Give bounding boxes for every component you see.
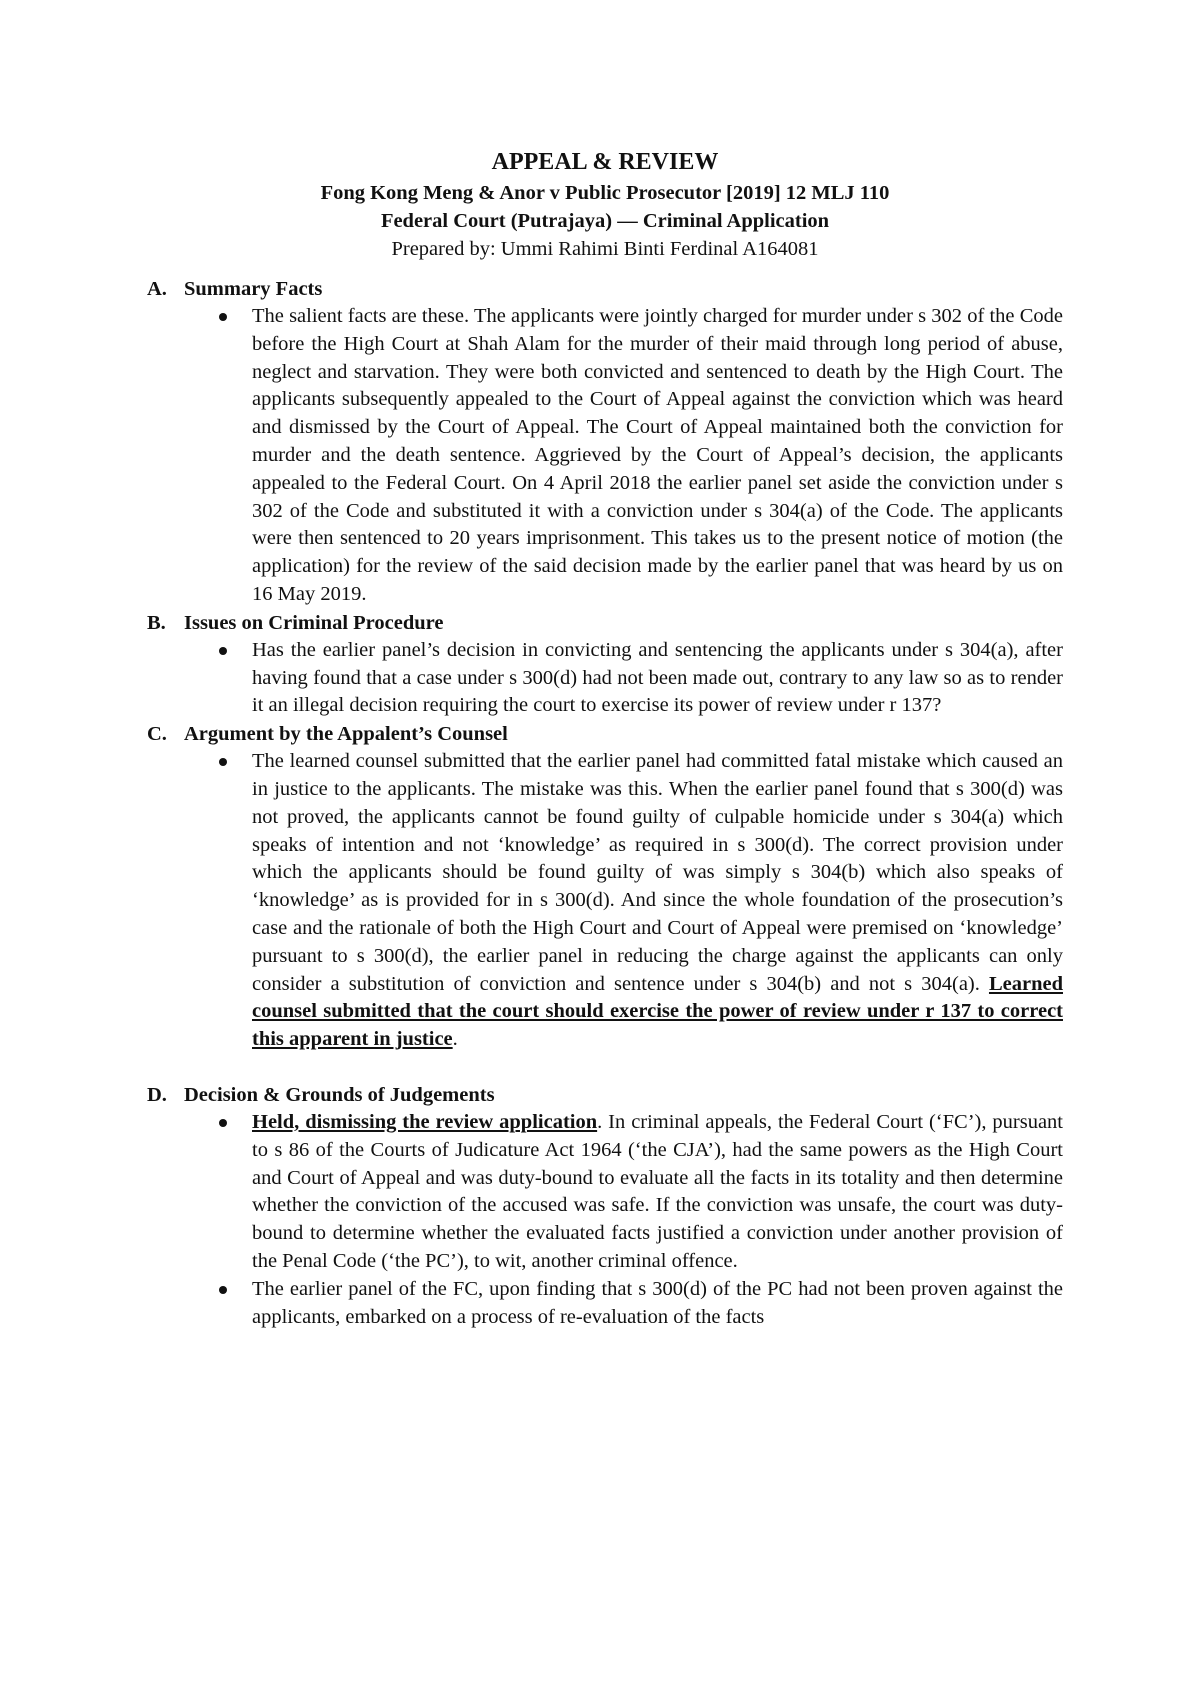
- list-item: [252, 637, 1063, 720]
- court-name: Federal Court (Putrajaya) — Criminal Application: [380, 210, 830, 232]
- section-argument: [147, 720, 1063, 1054]
- bullet-list: [147, 1109, 1063, 1331]
- bullet-icon: [219, 758, 227, 766]
- bullet-text: The earlier panel of the FC, upon finding that s 300(d) of the PC had not been proven against the applicants, embarked on a process of re-evaluation of the facts: [252, 1277, 1063, 1328]
- bullet-icon: [219, 1286, 227, 1294]
- case-citation: Fong Kong Meng & Anor v Public Prosecutor [2019] 12 MLJ 110: [320, 182, 890, 204]
- section-summary-facts: [147, 275, 1063, 609]
- bullet-emphasis: Held, dismissing the review application: [252, 1110, 598, 1133]
- bullet-end: .: [452, 1028, 458, 1051]
- bullet-text: . In criminal appeals, the Federal Court (‘FC’), pursuant to s 86 of the Courts of Judicature Act 1964 (‘the CJA’), had the same powers as the High Court and Court of Appeal and was duty-bound to evaluate all the facts in its totality and then determine whether the conviction of the accused was safe. If the conviction was unsafe, the court was duty-bound to determine whether the evaluated facts justified a conviction under another provision of the Penal Code (‘the PC’), to wit, another criminal offence.: [252, 1110, 1064, 1272]
- section-title: Summary Facts: [184, 278, 323, 300]
- bullet-list: [147, 303, 1063, 609]
- section-letter: A.: [147, 278, 167, 300]
- section-title: Issues on Criminal Procedure: [184, 611, 444, 634]
- section-issues: [147, 609, 1063, 720]
- section-heading: [147, 275, 1063, 303]
- list-item: [252, 1109, 1063, 1276]
- bullet-list: [147, 748, 1063, 1054]
- bullet-icon: [219, 647, 227, 655]
- document-title: APPEAL & REVIEW: [491, 149, 719, 175]
- section-title: Argument by the Appalent’s Counsel: [184, 723, 508, 746]
- section-decision: [147, 1081, 1063, 1331]
- section-title: Decision & Grounds of Judgements: [184, 1083, 495, 1106]
- bullet-emphasis: Learned counsel submitted that the court should exercise the power of review under r 137 to correct this apparent in justice: [252, 972, 1063, 1051]
- section-letter: D.: [147, 1083, 167, 1106]
- bullet-text: The salient facts are these. The applicants were jointly charged for murder under s 302 of the Code before the High Court at Shah Alam for the murder of their maid through long period of abuse, neglect and starvation. They were both convicted and sentenced to death by the High Court. The applicants subsequently appealed to the Court of Appeal against the conviction which was heard and dismissed by the Court of Appeal. The Court of Appeal maintained both the conviction for murder and the death sentence. Aggrieved by the Court of Appeal’s decision, the applicants appealed to the Federal Court. On 4 April 2018 the earlier panel set aside the conviction under s 302 of the Code and substituted it with a conviction under s 304(a) of the Code. The applicants were then sentenced to 20 years imprisonment. This takes us to the present notice of motion (the application) for the review of the said decision made by the earlier panel that was heard by us on 16 May 2019.: [252, 305, 1063, 605]
- bullet-list: [147, 637, 1063, 720]
- list-item: [252, 1276, 1063, 1332]
- document-header: [147, 145, 1063, 263]
- list-item: [252, 303, 1063, 609]
- bullet-icon: [219, 1119, 227, 1127]
- list-item: [252, 748, 1063, 1054]
- section-letter: C.: [147, 723, 167, 746]
- bullet-text: Has the earlier panel’s decision in convicting and sentencing the applicants under s 304(a), after having found that a case under s 300(d) had not been made out, contrary to any law so as to render it an illegal decision requiring the court to exercise its power of review under r 137?: [252, 638, 1063, 717]
- section-heading: [147, 1081, 1063, 1109]
- prepared-by: Prepared by: Ummi Rahimi Binti Ferdinal A164081: [391, 238, 819, 260]
- section-heading: [147, 609, 1063, 637]
- bullet-icon: [219, 313, 227, 321]
- bullet-text: The learned counsel submitted that the earlier panel had committed fatal mistake which caused an in justice to the applicants. The mistake was this. When the earlier panel found that s 300(d) was not proved, the applicants cannot be found guilty of culpable homicide under s 304(a) which speaks of intention and not ‘knowledge’ as required in s 300(d). The correct provision under which the applicants should be found guilty of was simply s 304(b) which also speaks of ‘knowledge’ as is provided for in s 300(d). And since the whole foundation of the prosecution’s case and the rationale of both the High Court and Court of Appeal were premised on ‘knowledge’ pursuant to s 300(d), the earlier panel in reducing the charge against the applicants can only consider a substitution of conviction and sentence under s 304(b) and not s 304(a).: [252, 750, 1063, 995]
- section-heading: [147, 720, 1063, 748]
- section-letter: B.: [147, 611, 166, 634]
